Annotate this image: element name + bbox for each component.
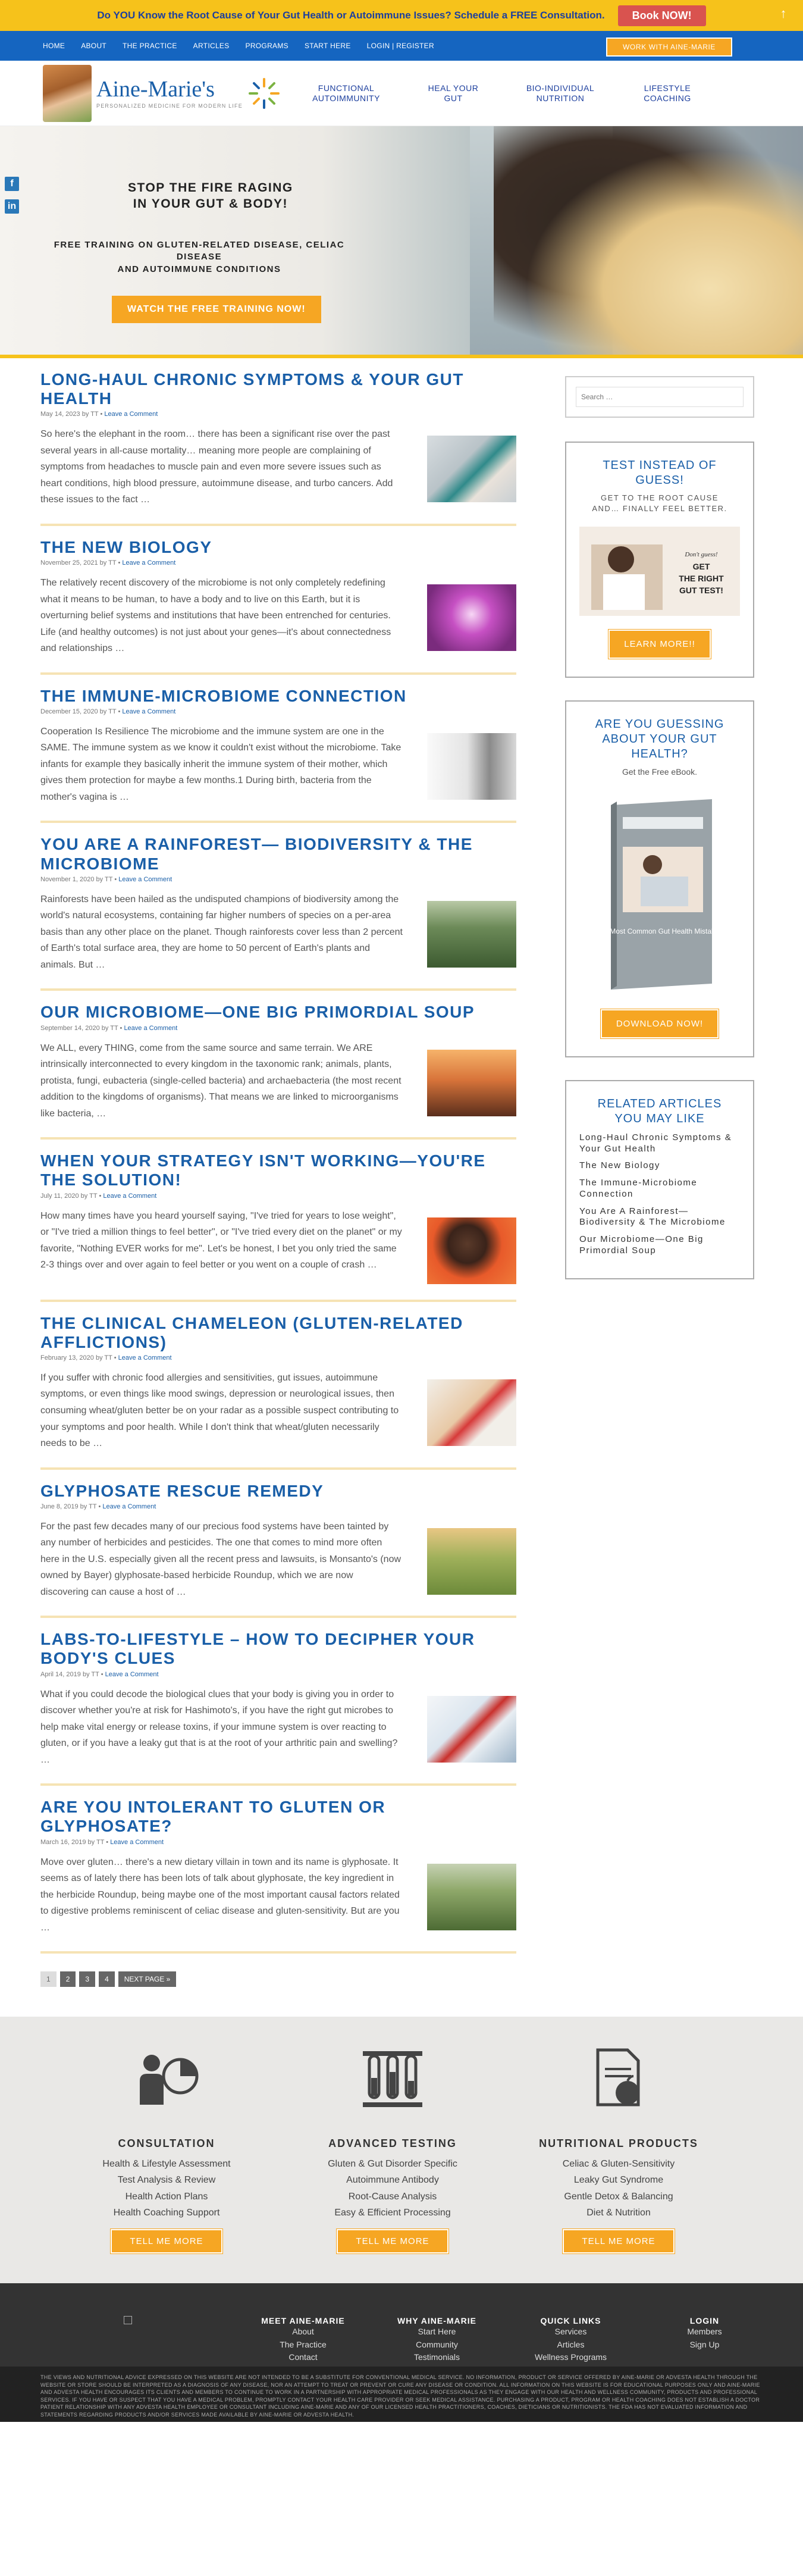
post-title-link[interactable]: LABS-TO-LIFESTYLE – HOW TO DECIPHER YOUR BODY'S CLUES	[40, 1630, 475, 1668]
leave-comment-link[interactable]: Leave a Comment	[118, 1354, 172, 1361]
promo-text: Do YOU Know the Root Cause of Your Gut Health or Autoimmune Issues? Schedule a FREE Consultation.	[97, 10, 605, 21]
facebook-icon[interactable]: f	[5, 177, 19, 191]
footer-col-title: MEET AINE-MARIE	[261, 2315, 345, 2325]
header-nav-heal-your-gut[interactable]: HEAL YOUR GUT	[428, 83, 479, 103]
post-meta: June 8, 2019 by TT • Leave a Comment	[40, 1503, 156, 1510]
nav-about[interactable]: ABOUT	[81, 42, 107, 50]
leave-comment-link[interactable]: Leave a Comment	[118, 875, 172, 883]
post-meta: February 13, 2020 by TT • Leave a Comment	[40, 1354, 172, 1361]
footer-col-title: LOGIN	[689, 2315, 720, 2325]
hero-subtitle: FREE TRAINING ON GLUTEN-RELATED DISEASE, CELIAC DISEASE AND AUTOIMMUNE CONDITIONS	[54, 240, 345, 274]
service-line: Test Analysis & Review	[117, 2175, 216, 2186]
footer-link[interactable]: Start Here	[418, 2326, 456, 2336]
post-author: TT	[105, 875, 113, 883]
page-link[interactable]: 3	[79, 1971, 95, 1987]
footer-col-meet	[236, 2316, 370, 2367]
service-title: NUTRITIONAL PRODUCTS	[539, 2137, 698, 2150]
post-date: February 13, 2020	[40, 1354, 94, 1361]
ebook-cover-image	[599, 793, 720, 996]
tell-me-more-button[interactable]: TELL ME MORE	[563, 2229, 674, 2253]
post-date: November 1, 2020	[40, 875, 95, 883]
leave-comment-link[interactable]: Leave a Comment	[122, 708, 176, 715]
footer-col-why	[370, 2316, 504, 2367]
gut-test-image	[579, 527, 740, 616]
post-title-link[interactable]: THE NEW BIOLOGY	[40, 537, 212, 556]
post-author: TT	[89, 1192, 98, 1200]
sidebar	[565, 358, 754, 2017]
pagination	[40, 1954, 516, 2017]
post-author: TT	[110, 1024, 118, 1032]
nav-programs[interactable]: PROGRAMS	[245, 42, 288, 50]
post-title-link[interactable]: GLYPHOSATE RESCUE REMEDY	[40, 1481, 324, 1500]
service-title: CONSULTATION	[118, 2137, 215, 2150]
post-thumbnail[interactable]	[427, 901, 516, 968]
disclaimer-text: THE VIEWS AND NUTRITIONAL ADVICE EXPRESSED ON THIS WEBSITE ARE NOT INTENDED TO BE A SUBSTITUTE FOR CONVENTIONAL MEDICAL SERVICE. NO INFORMATION, PRODUCT OR SERVICE OFFERED BY AINE-MARIE OR ADVESTA HEALTH THROUGH THE WEBSITE OR STORE SHOULD BE INTERPRETED AS A DIAGNOSIS OF ANY DISEASE, NOR AN ATTEMPT TO TREAT OR PREVENT OR CURE ANY DISEASE OR CONDITION. ALL INFORMATION ON THIS WEBSITE IS FOR EDUCATIONAL PURPOSES ONLY AND AINE-MARIE AND ADVESTA HEALTH ENCOURAGES ITS CLIENTS AND MEMBERS TO CONTINUE TO WORK IN A PARTNERSHIP WITH APPROPRIATE MEDICAL PROFESSIONALS AS THEY ENGAGE WITH OUR HEALTH AND WELLNESS COMMUNITY, PRODUCTS AND PROFESSIONAL SERVICES. IF YOU HAVE OR SUSPECT THAT YOU HAVE A MEDICAL PROBLEM, PROMPTLY CONTACT YOUR HEALTH CARE PROVIDER OR SEEK MEDICAL ASSISTANCE. PURCHASING A PRODUCT, PROGRAM OR HEALTH COACHING DOES NOT ESTABLISH A DOCTOR PATIENT RELATIONSHIP WITH ANY ADVESTA HEALTH EMPLOYEE OR CONSULTANT INCLUDING AINE-MARIE AND ANY OF OUR LICENSED HEALTH PRACTITIONERS, COACHES, DIETICIANS OR NUTRITIONISTS. THE FDA HAS NOT EVALUATED INFORMATION AND STATEMENTS REGARDING PRODUCTS AND/OR SERVICES MADE AVAILABLE BY AINE-MARIE OR ADVESTA HEALTH.	[0, 2367, 803, 2422]
post-entry	[40, 1786, 516, 1954]
footer-link[interactable]: About	[292, 2326, 314, 2336]
leave-comment-link[interactable]: Leave a Comment	[102, 1503, 156, 1510]
next-page-link[interactable]: NEXT PAGE »	[118, 1971, 177, 1987]
post-title-link[interactable]: THE IMMUNE-MICROBIOME CONNECTION	[40, 686, 407, 705]
service-line: Gluten & Gut Disorder Specific	[328, 2159, 457, 2170]
footer-link[interactable]: Articles	[557, 2339, 585, 2349]
post-thumbnail[interactable]	[427, 1696, 516, 1763]
service-title: ADVANCED TESTING	[328, 2137, 457, 2150]
collapse-arrow-icon[interactable]: ↑	[780, 6, 787, 21]
test-widget-title: TEST INSTEAD OF GUESS!	[603, 459, 717, 487]
post-date: September 14, 2020	[40, 1024, 100, 1032]
nav-home[interactable]: HOME	[43, 42, 65, 50]
footer-link[interactable]: Testimonials	[413, 2352, 460, 2362]
post-entry	[40, 1470, 516, 1619]
related-articles-widget	[565, 1080, 754, 1279]
post-entry	[40, 823, 516, 991]
promo-bar	[0, 0, 803, 31]
header-nav-lifestyle-coaching[interactable]: LIFESTYLE COACHING	[644, 83, 691, 103]
top-nav	[0, 31, 803, 61]
post-thumbnail[interactable]	[427, 584, 516, 651]
service-consultation	[54, 2045, 280, 2253]
page-link[interactable]: 2	[60, 1971, 76, 1987]
hero-title: STOP THE FIRE RAGING IN YOUR GUT & BODY!	[128, 181, 293, 211]
document-apple-icon	[586, 2045, 651, 2111]
page-link[interactable]: 1	[40, 1971, 57, 1987]
hero-image-people	[494, 126, 803, 358]
footer-col-login	[638, 2316, 771, 2367]
leave-comment-link[interactable]: Leave a Comment	[122, 559, 176, 567]
post-excerpt: Move over gluten… there's a new dietary villain in town and its name is glyphosate. It seems as of lately there has been lots of talk about glyphosate, the key ingredient in the herbicide Roundup, being maybe one of the most important causal factors related to digestive problems reminiscent of celiac disease and gluten-sensitivity. But are you …	[40, 1857, 400, 1933]
test-tubes-icon	[360, 2045, 425, 2111]
post-entry	[40, 526, 516, 675]
service-line: Gentle Detox & Balancing	[564, 2191, 673, 2202]
post-entry	[40, 675, 516, 824]
svg-text:GET: GET	[692, 562, 710, 572]
search-widget	[565, 376, 754, 418]
footer-col-title: QUICK LINKS	[540, 2315, 601, 2325]
test-widget	[565, 442, 754, 678]
post-author: TT	[91, 1670, 99, 1678]
post-meta: November 25, 2021 by TT • Leave a Comment	[40, 559, 176, 567]
header-nav-bio-individual-nutrition[interactable]: BIO-INDIVIDUAL NUTRITION	[526, 83, 595, 103]
post-date: December 15, 2020	[40, 708, 98, 715]
post-excerpt: Cooperation Is Resilience The microbiome and the immune system are one in the SAME. The immune system as we know it couldn't exist without the microbiome. Take infants for example they basically inherit the immune system of their mother, which gives them protection for maybe a few months.1 During birth, bacteria from the mother's vagina is …	[40, 726, 402, 802]
post-meta: November 1, 2020 by TT • Leave a Comment	[40, 875, 172, 883]
leave-comment-link[interactable]: Leave a Comment	[104, 411, 158, 418]
post-excerpt: We ALL, every THING, come from the same source and same terrain. We ARE intrinsically interconnected to every kingdom in the taxonomic rank; animals, plants, protista, fungi, eubacteria (single-celled bacteria) and archaebacteria (the most recent addition to the kingdoms of organisms). That means we are linked to microorganisms like bacteria, …	[40, 1043, 402, 1119]
post-meta: March 16, 2019 by TT • Leave a Comment	[40, 1838, 164, 1846]
post-thumbnail[interactable]	[427, 1050, 516, 1116]
linkedin-icon[interactable]: in	[5, 199, 19, 214]
nav-the-practice[interactable]: THE PRACTICE	[123, 42, 177, 50]
nav-articles[interactable]: ARTICLES	[193, 42, 230, 50]
post-author: TT	[104, 1354, 112, 1361]
service-line: Health Action Plans	[125, 2191, 208, 2202]
related-article-link[interactable]: Our Microbiome—One Big Primordial Soup	[579, 1234, 704, 1256]
post-date: July 11, 2020	[40, 1192, 79, 1200]
post-entry	[40, 358, 516, 526]
book-now-button[interactable]: Book NOW!	[618, 5, 706, 26]
sun-logo-icon	[247, 77, 281, 110]
related-article-link[interactable]: Long-Haul Chronic Symptoms & Your Gut Health	[579, 1132, 732, 1154]
post-date: November 25, 2021	[40, 559, 98, 567]
social-share	[5, 177, 19, 214]
service-line: Autoimmune Antibody	[346, 2175, 439, 2186]
consultation-icon	[134, 2045, 199, 2111]
service-advanced-testing	[280, 2045, 506, 2253]
post-excerpt: Rainforests have been hailed as the undisputed champions of biodiversity among the world's natural ecosystems, containing far higher numbers of species on a per-area basis than any other place on the planet. Though rainforests cover less than 2 percent of Earth's total surface area, they are home to 50 percent of Earth's plants and animals. But …	[40, 894, 403, 970]
test-widget-subtitle: GET TO THE ROOT CAUSE AND… FINALLY FEEL BETTER.	[592, 493, 727, 513]
footer-link[interactable]: Community	[416, 2339, 458, 2349]
post-date: June 8, 2019	[40, 1503, 79, 1510]
footer-link[interactable]: Sign Up	[689, 2339, 720, 2349]
post-date: March 16, 2019	[40, 1838, 86, 1846]
footer-logo-image	[124, 2316, 132, 2324]
hero-banner	[0, 126, 803, 358]
post-author: TT	[96, 1838, 105, 1846]
svg-text:Don't guess!: Don't guess!	[685, 551, 718, 559]
tell-me-more-button[interactable]: TELL ME MORE	[111, 2229, 222, 2253]
leave-comment-link[interactable]: Leave a Comment	[124, 1024, 178, 1032]
post-excerpt: If you suffer with chronic food allergies and sensitivities, gut issues, autoimmune symptoms, or even things like mood swings, depression or neurological issues, then consuming wheat/gluten better be on your radar as a possible suspect contributing to your symptoms and poor health. While I don't think that wheat/gluten necessarily needs to be …	[40, 1372, 399, 1449]
post-thumbnail[interactable]	[427, 1528, 516, 1595]
leave-comment-link[interactable]: Leave a Comment	[110, 1838, 164, 1846]
leave-comment-link[interactable]: Leave a Comment	[103, 1192, 157, 1200]
nav-login-register[interactable]: LOGIN | REGISTER	[366, 42, 434, 50]
svg-text:3 Most Common Gut Health Mista: 3 Most Common Gut Health Mistakes	[604, 927, 720, 935]
svg-text:THE RIGHT: THE RIGHT	[679, 574, 724, 584]
watch-training-button[interactable]: WATCH THE FREE TRAINING NOW!	[112, 296, 321, 323]
work-with-button[interactable]: WORK WITH AINE-MARIE	[606, 37, 732, 57]
header-nav-functional-autoimmunity[interactable]: FUNCTIONAL AUTOIMMUNITY	[312, 83, 380, 103]
post-excerpt: So here's the elephant in the room… there has been a significant rise over the past several years in all-cause mortality… meaning more people are complaining of symptoms from headaches to muscle pain and even more severe issues such as heart conditions, high blood pressure, autoimmune disease, and turbo cancers. Add these issues to the fact …	[40, 429, 393, 505]
post-meta: July 11, 2020 by TT • Leave a Comment	[40, 1192, 157, 1200]
service-line: Easy & Efficient Processing	[334, 2207, 451, 2218]
post-meta: December 15, 2020 by TT • Leave a Comment	[40, 708, 176, 715]
related-article-link[interactable]: The New Biology	[579, 1160, 660, 1171]
post-title-link[interactable]: YOU ARE A RAINFOREST— BIODIVERSITY & THE MICROBIOME	[40, 835, 473, 873]
related-article-link[interactable]: You Are A Rainforest— Biodiversity & The Microbiome	[579, 1206, 726, 1228]
footer-link[interactable]: Services	[554, 2326, 587, 2336]
post-thumbnail[interactable]	[427, 1217, 516, 1284]
post-meta: April 14, 2019 by TT • Leave a Comment	[40, 1670, 159, 1678]
post-author: TT	[108, 559, 117, 567]
site-header	[0, 61, 803, 126]
service-line: Health Coaching Support	[113, 2207, 220, 2218]
learn-more-button[interactable]: LEARN MORE!!	[608, 630, 711, 659]
service-line: Diet & Nutrition	[586, 2207, 651, 2218]
post-entry	[40, 1302, 516, 1470]
post-meta: May 14, 2023 by TT • Leave a Comment	[40, 411, 158, 418]
main-layout	[0, 358, 803, 2017]
page-link[interactable]: 4	[99, 1971, 115, 1987]
post-date: May 14, 2023	[40, 411, 80, 418]
footer-col-title: WHY AINE-MARIE	[397, 2315, 476, 2325]
footer-link[interactable]: Members	[687, 2326, 722, 2336]
service-line: Leaky Gut Syndrome	[573, 2175, 664, 2186]
post-title-link[interactable]: OUR MICROBIOME—ONE BIG PRIMORDIAL SOUP	[40, 1003, 475, 1022]
post-entry	[40, 1618, 516, 1786]
post-meta: September 14, 2020 by TT • Leave a Comment	[40, 1024, 178, 1032]
services-section	[0, 2017, 803, 2283]
site-footer	[0, 2283, 803, 2367]
search-input[interactable]	[576, 387, 744, 407]
post-title-link[interactable]: LONG-HAUL CHRONIC SYMPTOMS & YOUR GUT HEALTH	[40, 370, 464, 408]
service-line: Root-Cause Analysis	[348, 2191, 437, 2202]
post-thumbnail[interactable]	[427, 436, 516, 502]
post-date: April 14, 2019	[40, 1670, 81, 1678]
post-title-link[interactable]: THE CLINICAL CHAMELEON (GLUTEN-RELATED AFFLICTIONS)	[40, 1313, 463, 1351]
tell-me-more-button[interactable]: TELL ME MORE	[337, 2229, 448, 2253]
related-articles-title: RELATED ARTICLES YOU MAY LIKE	[597, 1097, 722, 1125]
post-author: TT	[89, 1503, 97, 1510]
download-now-button[interactable]: DOWNLOAD NOW!	[601, 1009, 719, 1038]
leave-comment-link[interactable]: Leave a Comment	[105, 1670, 159, 1678]
logo-tagline: PERSONALIZED MEDICINE FOR MODERN LIFE	[96, 102, 243, 109]
logo-title: Aine-Marie's	[96, 76, 215, 102]
service-line: Celiac & Gluten-Sensitivity	[562, 2159, 675, 2170]
post-excerpt: What if you could decode the biological clues that your body is giving you in order to discover whether you're at risk for Hashimoto's, if you have the right gut microbes to help make vital energy or release toxins, if your immune system is over reacting to gluten, or if you have a leaky gut that is at the root of your arthritic pain and swelling? …	[40, 1689, 398, 1765]
ebook-widget-subtitle: Get the Free eBook.	[622, 767, 698, 777]
service-nutritional-products	[506, 2045, 732, 2253]
post-author: TT	[108, 708, 117, 715]
related-article-link[interactable]: The Immune-Microbiome Connection	[579, 1178, 698, 1199]
nav-start-here[interactable]: START HERE	[304, 42, 351, 50]
site-logo[interactable]	[43, 65, 281, 122]
header-nav	[293, 83, 721, 104]
footer-link[interactable]: Wellness Programs	[534, 2352, 607, 2362]
footer-link[interactable]: The Practice	[280, 2339, 327, 2349]
post-thumbnail[interactable]	[427, 733, 516, 800]
service-line: Health & Lifestyle Assessment	[102, 2159, 231, 2170]
post-list	[40, 358, 516, 2017]
post-title-link[interactable]: WHEN YOUR STRATEGY ISN'T WORKING—YOU'RE THE SOLUTION!	[40, 1151, 486, 1190]
logo-portrait	[43, 65, 92, 122]
ebook-widget	[565, 700, 754, 1057]
footer-col-quick-links	[504, 2316, 638, 2367]
post-excerpt: For the past few decades many of our precious food systems have been tainted by any number of herbicides and pesticides. The one that comes to mind more often here in the U.S. especially given all the recent press and lawsuits, is Monsanto's (now owned by Bayer) glyphosate-based herbicide Roundup, which we are now discovering can cause a host of …	[40, 1521, 402, 1597]
post-thumbnail[interactable]	[427, 1864, 516, 1930]
svg-text:GUT TEST!: GUT TEST!	[679, 586, 723, 596]
post-title-link[interactable]: ARE YOU INTOLERANT TO GLUTEN OR GLYPHOSATE?	[40, 1798, 386, 1836]
post-entry	[40, 991, 516, 1140]
post-excerpt: How many times have you heard yourself saying, "I've tried for years to lose weight", or "I've tried a million things to feel better", or "I've tried every diet on the planet" or my favorite, "Nothing EVER works for me". Let's be honest, I bet you only tried the same 2-3 things over and over again to feel better or you went on a couple of crash …	[40, 1210, 402, 1270]
post-excerpt: The relatively recent discovery of the microbiome is not only completely redefining what it means to be human, to have a body and to live on this Earth, but it is overturning belief systems and institutions that have been entrenched for centuries. Life (and healthy outcomes) is not just about your genes—it's about connectedness and relationships …	[40, 578, 391, 654]
ebook-widget-title: ARE YOU GUESSING ABOUT YOUR GUT HEALTH?	[595, 718, 724, 761]
post-author: TT	[90, 411, 99, 418]
footer-link[interactable]: Contact	[288, 2352, 318, 2362]
post-thumbnail[interactable]	[427, 1379, 516, 1446]
post-entry	[40, 1140, 516, 1301]
